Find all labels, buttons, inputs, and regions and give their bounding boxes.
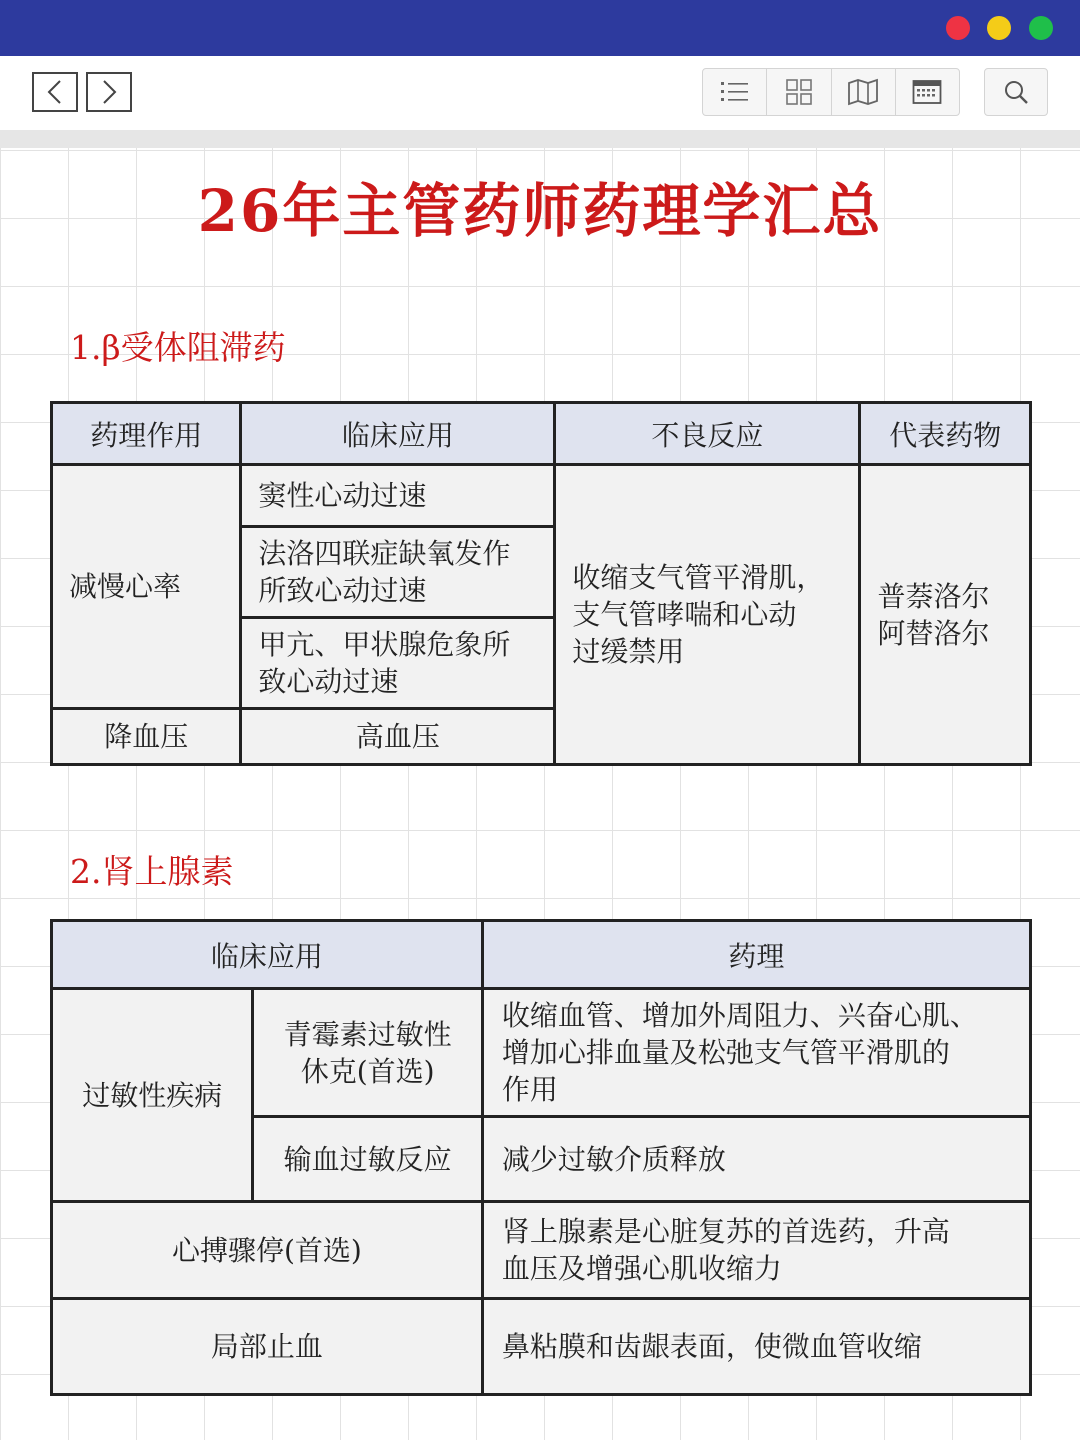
cell-adverse-reaction: 收缩支气管平滑肌， 支气管哮喘和心动 过缓禁用	[555, 465, 860, 765]
cell-cardiac-arrest: 心搏骤停(首选)	[52, 1202, 483, 1299]
toolbar-divider	[0, 130, 1080, 148]
search-icon	[1002, 78, 1030, 106]
table-row	[52, 1299, 1031, 1395]
header-clinical-use: 临床应用	[241, 403, 555, 465]
minimize-window-button[interactable]	[987, 16, 1011, 40]
cell-hyperthyroid-tachycardia: 甲亢、甲状腺危象所 致心动过速	[241, 618, 555, 709]
page-title: 26年主管药师药理学汇总	[197, 177, 883, 245]
cell-representative-drugs: 普萘洛尔 阿替洛尔	[860, 465, 1031, 765]
table-header-row	[52, 403, 1031, 465]
close-window-button[interactable]	[946, 16, 970, 40]
window-titlebar	[0, 0, 1080, 56]
header-adverse-reaction: 不良反应	[555, 403, 860, 465]
table-row	[52, 989, 1031, 1117]
search-button[interactable]	[984, 68, 1048, 116]
chevron-left-icon	[45, 79, 65, 105]
section-title-adrenaline: 2.肾上腺素	[70, 852, 234, 891]
cell-hypertension: 高血压	[241, 709, 555, 765]
cell-local-hemostasis-pharmacology: 鼻粘膜和齿龈表面，使微血管收缩	[482, 1299, 1030, 1395]
header-pharmacology: 药理	[482, 921, 1030, 989]
cell-local-hemostasis: 局部止血	[52, 1299, 483, 1395]
cell-tetralogy-tachycardia: 法洛四联症缺氧发作 所致心动过速	[241, 527, 555, 618]
table-row	[52, 465, 1031, 527]
cell-lower-bp: 降血压	[52, 709, 241, 765]
grid-icon	[785, 78, 813, 106]
forward-button[interactable]	[86, 72, 132, 112]
table-header-row	[52, 921, 1031, 989]
cell-penicillin-shock: 青霉素过敏性 休克(首选)	[253, 989, 482, 1117]
calendar-view-button[interactable]	[896, 69, 959, 115]
cell-transfusion-pharmacology: 减少过敏介质释放	[482, 1117, 1030, 1202]
list-icon	[720, 79, 750, 105]
adrenaline-table	[50, 919, 1032, 1396]
cell-penicillin-pharmacology: 收缩血管、增加外周阻力、兴奋心肌、 增加心排血量及松弛支气管平滑肌的 作用	[482, 989, 1030, 1117]
cell-cardiac-arrest-pharmacology: 肾上腺素是心脏复苏的首选药，升高 血压及增强心肌收缩力	[482, 1202, 1030, 1299]
view-toolgroup	[702, 68, 960, 116]
map-view-button[interactable]	[832, 69, 896, 115]
cell-sinus-tachycardia: 窦性心动过速	[241, 465, 555, 527]
back-button[interactable]	[32, 72, 78, 112]
header-pharmacology: 药理作用	[52, 403, 241, 465]
cell-allergic-disease: 过敏性疾病	[52, 989, 253, 1202]
cell-transfusion-reaction: 输血过敏反应	[253, 1117, 482, 1202]
table-row	[52, 1202, 1031, 1299]
chevron-right-icon	[99, 79, 119, 105]
beta-blocker-table	[50, 401, 1032, 766]
toolbar	[0, 56, 1080, 130]
header-clinical-use: 临床应用	[52, 921, 483, 989]
map-icon	[847, 78, 879, 106]
calendar-icon	[912, 79, 942, 105]
section-title-beta-blockers: 1.β受体阻滞药	[70, 328, 286, 367]
list-view-button[interactable]	[703, 69, 767, 115]
grid-view-button[interactable]	[767, 69, 831, 115]
header-representative-drug: 代表药物	[860, 403, 1031, 465]
cell-slow-heart-rate: 减慢心率	[52, 465, 241, 709]
maximize-window-button[interactable]	[1029, 16, 1053, 40]
